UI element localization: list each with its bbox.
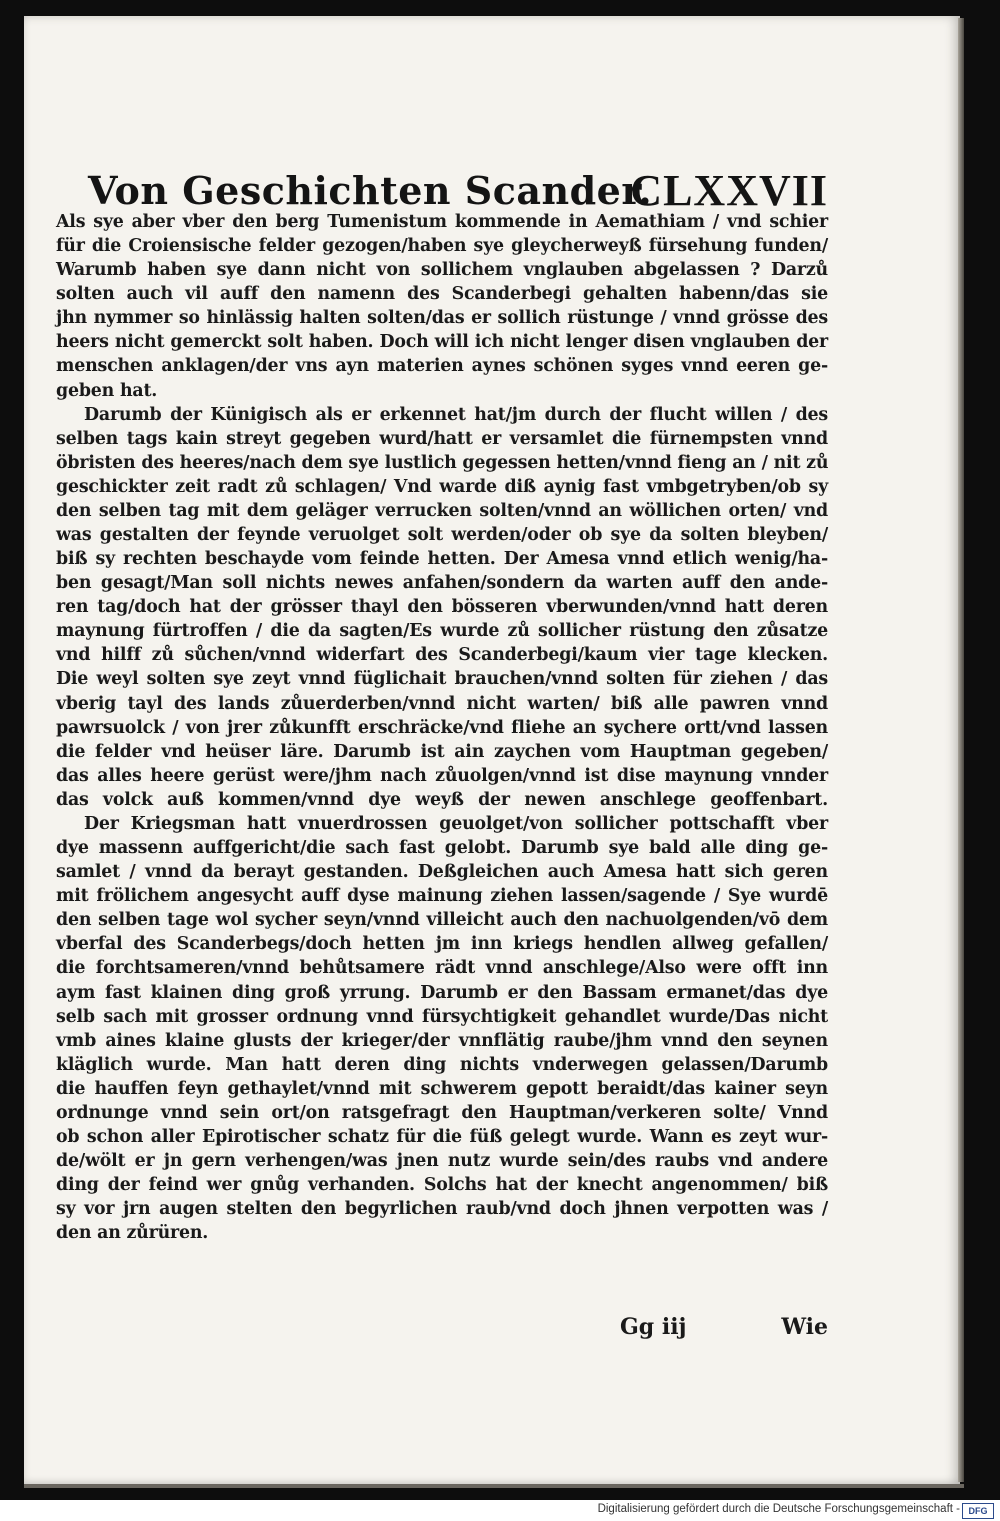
text-line: Warumb haben sye dann nicht von sollichem vnglauben abgelassen ? Darzů bbox=[56, 260, 828, 281]
signature-mark: Gg iij bbox=[620, 1314, 687, 1340]
text-line: was gestalten der feynde veruolget solt werden/oder ob sye da solten bleyben/ bbox=[56, 525, 828, 546]
text-line: dye massenn auffgericht/die sach fast gelobt. Darumb sye bald alle ding ge- bbox=[56, 838, 828, 859]
dfg-logo: DFG bbox=[962, 1503, 994, 1519]
text-line: für die Croiensische felder gezogen/haben sye gleycherweyß fürsehung funden/ bbox=[56, 236, 828, 257]
text-line: vmb aines klaine glusts der krieger/der vnnflätig raube/jhm vnnd den seynen bbox=[56, 1030, 828, 1051]
credit-text: Digitalisierung gefördert durch die Deutsche Forschungsgemeinschaft - bbox=[597, 1503, 960, 1515]
text-line: pawrsuolck / von jrer zůkunfft erschräcke/vnd fliehe an sychere ortt/vnd lassen bbox=[56, 717, 828, 738]
text-line: vnd hilff zů sůchen/vnnd widerfart des Scanderbegi/kaum vier tage klecken. bbox=[56, 645, 828, 666]
page-header bbox=[88, 166, 828, 216]
text-line: heers nicht gemerckt solt haben. Doch will ich nicht lenger disen vnglauben der bbox=[56, 332, 828, 353]
text-line: selben tags kain streyt gegeben wurd/hatt er versamlet die fürnempsten vnnd bbox=[56, 428, 828, 449]
text-line: die forchtsameren/vnnd behůtsamere rädt vnnd anschlege/Also were offt inn bbox=[56, 958, 828, 979]
text-line: de/wölt er jn gern verhengen/was jnen nutz wurde sein/des raubs vnd andere bbox=[56, 1151, 828, 1172]
text-line: Der Kriegsman hatt vnuerdrossen geuolget/von sollicher pottschafft vber bbox=[84, 813, 828, 834]
text-line: samlet / vnnd da berayt gestanden. Deßgleichen auch Amesa hatt sich geren bbox=[56, 862, 828, 883]
credit-bar bbox=[0, 1500, 1000, 1521]
text-line: vberig tayl des lands zůuerderben/vnnd nicht warten/ biß alle pawren vnnd bbox=[56, 693, 828, 714]
running-title: Von Geschichten Scander. bbox=[88, 168, 653, 213]
text-line: vberfal des Scanderbegs/doch hetten jm inn kriegs hendlen allweg gefallen/ bbox=[56, 934, 828, 955]
text-line: biß sy rechten beschayde vom feinde hetten. Der Amesa vnnd etlich wenig/ha- bbox=[56, 549, 828, 570]
text-line: die hauffen feyn gethaylet/vnnd mit schwerem gepott beraidt/das kainer seyn bbox=[56, 1078, 828, 1099]
page-footer bbox=[56, 1314, 828, 1344]
text-line: Darumb der Künigisch als er erkennet hat/jm durch der flucht willen / des bbox=[84, 404, 828, 425]
catchword: Wie bbox=[781, 1314, 828, 1340]
text-line: menschen anklagen/der vns ayn materien aynes schönen syges vnnd eeren ge- bbox=[56, 356, 828, 377]
text-line: ob schon aller Epirotischer schatz für die füß gelegt wurde. Wann es zeyt wur- bbox=[56, 1126, 828, 1147]
page-edge bbox=[958, 18, 964, 1482]
text-line: mit frölichem angesycht auff dyse mainung ziehen lassen/sagende / Sye wurdē bbox=[56, 886, 828, 907]
text-line: ding der feind wer gnůg verhanden. Solchs hat der knecht angenommen/ biß bbox=[56, 1175, 828, 1196]
text-line: sy vor jrn augen stelten den begyrlichen raub/vnd doch jhnen verpotten was / bbox=[56, 1199, 828, 1220]
text-line: die felder vnd heüser läre. Darumb ist ain zaychen vom Hauptman gegeben/ bbox=[56, 741, 828, 762]
text-line: jhn nymmer so hinlässig halten solten/das er sollich rüstunge / vnnd grösse des bbox=[56, 308, 828, 329]
text-line: ben gesagt/Man soll nichts newes anfahen/sondern da warten auff den ande- bbox=[56, 573, 828, 594]
text-line: geben hat. bbox=[56, 380, 158, 401]
text-line: das volck auß kommen/vnnd dye weyß der newen anschlege geoffenbart. bbox=[56, 789, 828, 810]
text-line: selb sach mit grosser ordnung vnnd fürsychtigkeit gehandlet wurde/Das nicht bbox=[56, 1006, 828, 1027]
text-line: öbristen des heeres/nach dem sye lustlich gegessen hetten/vnnd fieng an / nit zů bbox=[56, 452, 829, 473]
text-line: ordnunge vnnd sein ort/on ratsgefragt den Hauptman/verkeren solte/ Vnnd bbox=[56, 1102, 828, 1123]
text-line: den an zůrüren. bbox=[56, 1223, 209, 1244]
text-line: den selben tag mit dem geläger verrucken solten/vnnd an wöllichen orten/ vnd bbox=[56, 500, 828, 521]
text-line: maynung fürtroffen / die da sagten/Es wurde zů sollicher rüstung den zůsatze bbox=[56, 621, 828, 642]
text-line: geschickter zeit radt zů schlagen/ Vnd warde diß aynig fast vmbgetryben/ob sy bbox=[56, 476, 828, 497]
page-bottom-edge bbox=[24, 1484, 964, 1488]
text-line: den selben tage wol sycher seyn/vnnd villeicht auch den nachuolgenden/vō dem bbox=[56, 910, 828, 931]
text-line: Die weyl solten sye zeyt vnnd füglichait brauchen/vnnd solten für ziehen / das bbox=[56, 669, 828, 690]
text-line: aym fast klainen ding groß yrrung. Darumb er den Bassam ermanet/das dye bbox=[56, 982, 828, 1003]
text-line: ren tag/doch hat der grösser thayl den bösseren vberwunden/vnnd hatt deren bbox=[56, 597, 828, 618]
body-text bbox=[56, 210, 828, 1245]
text-line: Als sye aber vber den berg Tumenistum kommende in Aemathiam / vnd schier bbox=[56, 212, 828, 232]
folio-number: CLXXVII bbox=[630, 166, 828, 215]
text-line: kläglich wurde. Man hatt deren ding nichts vnderwegen gelassen/Darumb bbox=[56, 1054, 828, 1075]
text-line: das alles heere gerüst were/jhm nach zůuolgen/vnnd ist dise maynung vnnder bbox=[56, 765, 828, 786]
text-line: solten auch vil auff den namenn des Scanderbegi gehalten habenn/das sie bbox=[56, 284, 828, 305]
